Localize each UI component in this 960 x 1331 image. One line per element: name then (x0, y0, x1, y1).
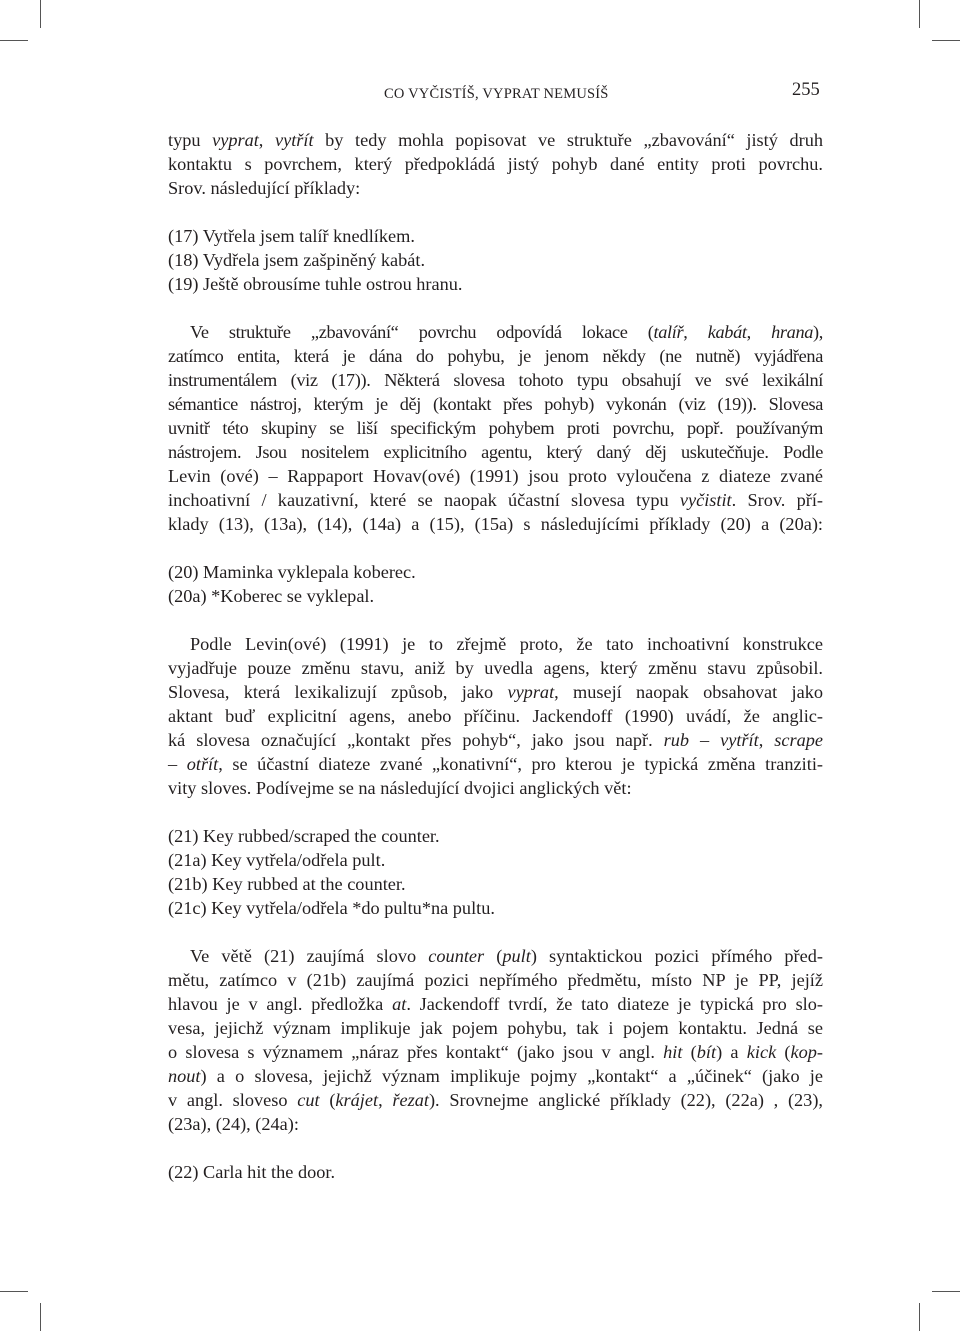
crop-mark (40, 0, 41, 28)
text-line: aktant buď explicitní agens, anebo příčinu. Jackendoff (1990) uvádí, že anglic- (168, 706, 823, 726)
text-line: (18) Vydřela jsem zašpiněný kabát. (168, 250, 426, 270)
text-line: ká slovesa označující „kontakt přes pohyb“, jako jsou např. rub – vytřít, scrape (168, 730, 823, 750)
crop-mark (932, 1291, 960, 1292)
text-line: (21b) Key rubbed at the counter. (168, 874, 406, 894)
running-header: CO VYČISTÍŠ, VYPRAT NEMUSÍŠ (384, 86, 609, 102)
text-line: Ve struktuře „zbavování“ povrchu odpovídá lokace (talíř, kabát, hrana), (190, 322, 823, 342)
text-line: klady (13), (13a), (14), (14a) a (15), (15a) s následujícími příklady (20) a (20a): (168, 514, 823, 534)
text-line: zatímco entita, která je dána do pohybu, je jenom někdy (ne nutně) vyjádřena (168, 346, 823, 366)
text-line: hlavou je v angl. předložka at. Jackendoff tvrdí, že tato diateze je typická pro slo- (168, 994, 823, 1014)
text-line: (21c) Key vytřela/odřela *do pultu*na pultu. (168, 898, 495, 918)
text-line: typu vyprat, vytřít by tedy mohla popisovat ve struktuře „zbavování“ jistý druh (168, 130, 823, 150)
text-line: vyjadřuje pouze změnu stavu, aniž by uvedla agens, který změnu stavu způsobil. (168, 658, 823, 678)
text-line: (23a), (24), (24a): (168, 1114, 299, 1134)
text-line: sémantice nástroj, kterým je děj (kontakt přes pohyb) vykonán (viz (19)). Slovesa (168, 394, 823, 414)
text-line: Levin (ové) – Rappaport Hovav(ové) (1991) jsou proto vyloučena z diateze zvané (168, 466, 823, 486)
text-line: Podle Levin(ové) (1991) je to zřejmě proto, že tato inchoativní konstrukce (190, 634, 823, 654)
crop-mark (919, 1303, 920, 1331)
text-line: inchoativní / kauzativní, které se naopak účastní slovesa typu vyčistit. Srov. pří- (168, 490, 824, 510)
text-line: o slovesa s významem „náraz přes kontakt“ (jako jsou v angl. hit (bít) a kick (kop- (168, 1042, 823, 1062)
crop-mark (919, 0, 920, 28)
crop-mark (0, 40, 28, 41)
page-number: 255 (792, 80, 820, 100)
text-line: (17) Vytřela jsem talíř knedlíkem. (168, 226, 415, 246)
text-line: – otřít, se účastní diateze zvané „konativní“, pro kterou je typická změna tranziti- (168, 754, 823, 774)
text-line: Ve větě (21) zaujímá slovo counter (pult) syntaktickou pozici přímého před- (190, 946, 823, 966)
text-line: instrumentálem (viz (17)). Některá slovesa tohoto typu obsahují ve své lexikální (168, 370, 823, 390)
text-line: kontaktu s povrchem, který předpokládá jistý pohyb dané entity proti povrchu. (168, 154, 823, 174)
text-line: (20a) *Koberec se vyklepal. (168, 586, 375, 606)
crop-mark (40, 1303, 41, 1331)
text-line: Slovesa, která lexikalizují způsob, jako vyprat, musejí naopak obsahovat jako (168, 682, 823, 702)
text-line: (19) Ještě obrousíme tuhle ostrou hranu. (168, 274, 463, 294)
text-line: uvnitř této skupiny se liší specifickým pohybem proti povrchu, popř. používaným (168, 418, 823, 438)
text-line: (20) Maminka vyklepala koberec. (168, 562, 416, 582)
text-line: (22) Carla hit the door. (168, 1162, 336, 1182)
text-line: mětu, zatímco v (21b) zaujímá pozici nepřímého předmětu, místo NP je PP, jejíž (168, 970, 823, 990)
text-line: (21a) Key vytřela/odřela pult. (168, 850, 386, 870)
crop-mark (0, 1291, 28, 1292)
text-line: vesa, jejichž význam implikuje jak pojem pohybu, tak i pojem kontaktu. Jedná se (168, 1018, 823, 1038)
text-line: nout) a o slovesa, jejichž význam implikuje pojmy „kontakt“ a „účinek“ (jako je (168, 1066, 823, 1086)
text-line: Srov. následující příklady: (168, 178, 361, 198)
text-line: v angl. sloveso cut (krájet, řezat). Srovnejme anglické příklady (22), (22a) , (23), (168, 1090, 823, 1110)
text-line: nástrojem. Jsou nositelem explicitního agentu, který daný děj uskutečňuje. Podle (168, 442, 823, 462)
text-line: (21) Key rubbed/scraped the counter. (168, 826, 440, 846)
crop-mark (932, 40, 960, 41)
text-line: vity sloves. Podívejme se na následující dvojici anglických vět: (168, 778, 632, 798)
